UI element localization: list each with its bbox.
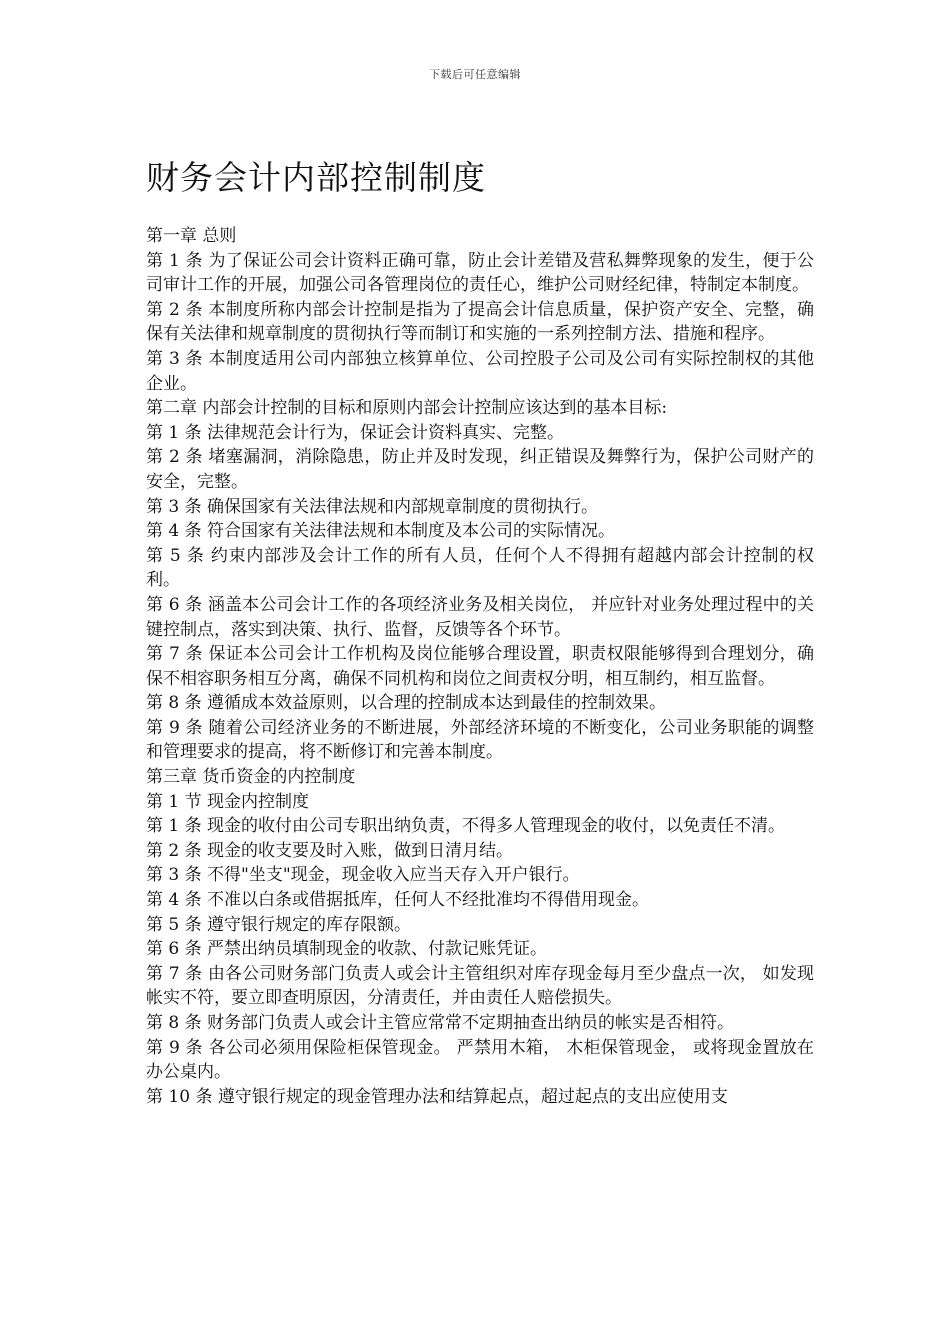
chapter-heading: 第一章 总则 (146, 226, 237, 246)
chapter-heading: 第二章 内部会计控制的目标和原则内部会计控制应该达到的基本目标: (146, 398, 668, 419)
article-paragraph: 第 9 条 随着公司经济业务的不断进展，外部经济环境的不断变化，公司业务职能的调整和管理要求的提高，将不断修订和完善本制度。 (146, 717, 814, 763)
article-paragraph: 第 2 条 现金的收支要及时入账，做到日清月结。 (146, 840, 514, 861)
article-paragraph: 第 4 条 符合国家有关法律法规和本制度及本公司的实际情况。 (146, 521, 616, 542)
article-paragraph: 第 1 条 法律规范会计行为，保证会计资料真实、完整。 (146, 422, 565, 443)
document-body (146, 224, 814, 1109)
chapter-heading: 第三章 货币资金的内控制度 (146, 767, 356, 788)
article-paragraph: 第 7 条 由各公司财务部门负责人或会计主管组织对库存现金每月至少盘点一次， 如发现帐实不符，要立即查明原因，分清责任，并由责任人赔偿损失。 (146, 963, 814, 1009)
article-paragraph: 第 7 条 保证本公司会计工作机构及岗位能够合理设置，职责权限能够得到合理划分，确保不相容职务相互分离，确保不同机构和岗位之间责权分明，相互制约，相互监督。 (146, 644, 814, 689)
header-note: 下载后可任意编辑 (429, 68, 521, 81)
article-paragraph: 第 2 条 本制度所称内部会计控制是指为了提高会计信息质量，保护资产安全、完整，确保有关法律和规章制度的贯彻执行等而制订和实施的一系列控制方法、措施和程序。 (146, 299, 814, 345)
article-paragraph: 第 3 条 本制度适用公司内部独立核算单位、公司控股子公司及公司有实际控制权的其他企业。 (146, 348, 814, 394)
section-heading: 第 1 节 现金内控制度 (146, 791, 310, 812)
article-paragraph: 第 3 条 不得"坐支"现金，现金收入应当天存入开户银行。 (146, 865, 580, 886)
article-paragraph: 第 5 条 约束内部涉及会计工作的所有人员，任何个人不得拥有超越内部会计控制的权利。 (146, 545, 814, 591)
article-paragraph: 第 9 条 各公司必须用保险柜保管现金。 严禁用木箱， 木柜保管现金， 或将现金置放在办公桌内。 (146, 1037, 814, 1083)
article-paragraph: 第 10 条 遵守银行规定的现金管理办法和结算起点，超过起点的支出应使用支 (146, 1086, 728, 1107)
article-paragraph: 第 8 条 遵循成本效益原则，以合理的控制成本达到最佳的控制效果。 (146, 693, 667, 714)
article-paragraph: 第 2 条 堵塞漏洞，消除隐患，防止并及时发现，纠正错误及舞弊行为，保护公司财产的安全，完整。 (146, 447, 814, 492)
article-paragraph: 第 4 条 不准以白条或借据抵库，任何人不经批准均不得借用现金。 (146, 890, 650, 911)
article-paragraph: 第 8 条 财务部门负责人或会计主管应常常不定期抽查出纳员的帐实是否相符。 (146, 1013, 735, 1033)
article-paragraph: 第 1 条 为了保证公司会计资料正确可靠，防止会计差错及营私舞弊现象的发生，便于公司审计工作的开展，加强公司各管理岗位的责任心，维护公司财经纪律，特制定本制度。 (146, 250, 814, 296)
article-paragraph: 第 5 条 遵守银行规定的库存限额。 (146, 914, 412, 935)
article-paragraph: 第 6 条 严禁出纳员填制现金的收款、付款记账凭证。 (146, 939, 548, 960)
document-title: 财务会计内部控制制度 (146, 158, 486, 197)
article-paragraph: 第 6 条 涵盖本公司会计工作的各项经济业务及相关岗位， 并应针对业务处理过程中的关键控制点，落实到决策、执行、监督，反馈等各个环节。 (146, 594, 814, 640)
article-paragraph: 第 3 条 确保国家有关法律法规和内部规章制度的贯彻执行。 (146, 496, 599, 517)
article-paragraph: 第 1 条 现金的收付由公司专职出纳负责，不得多人管理现金的收付，以免责任不清。 (146, 816, 786, 837)
